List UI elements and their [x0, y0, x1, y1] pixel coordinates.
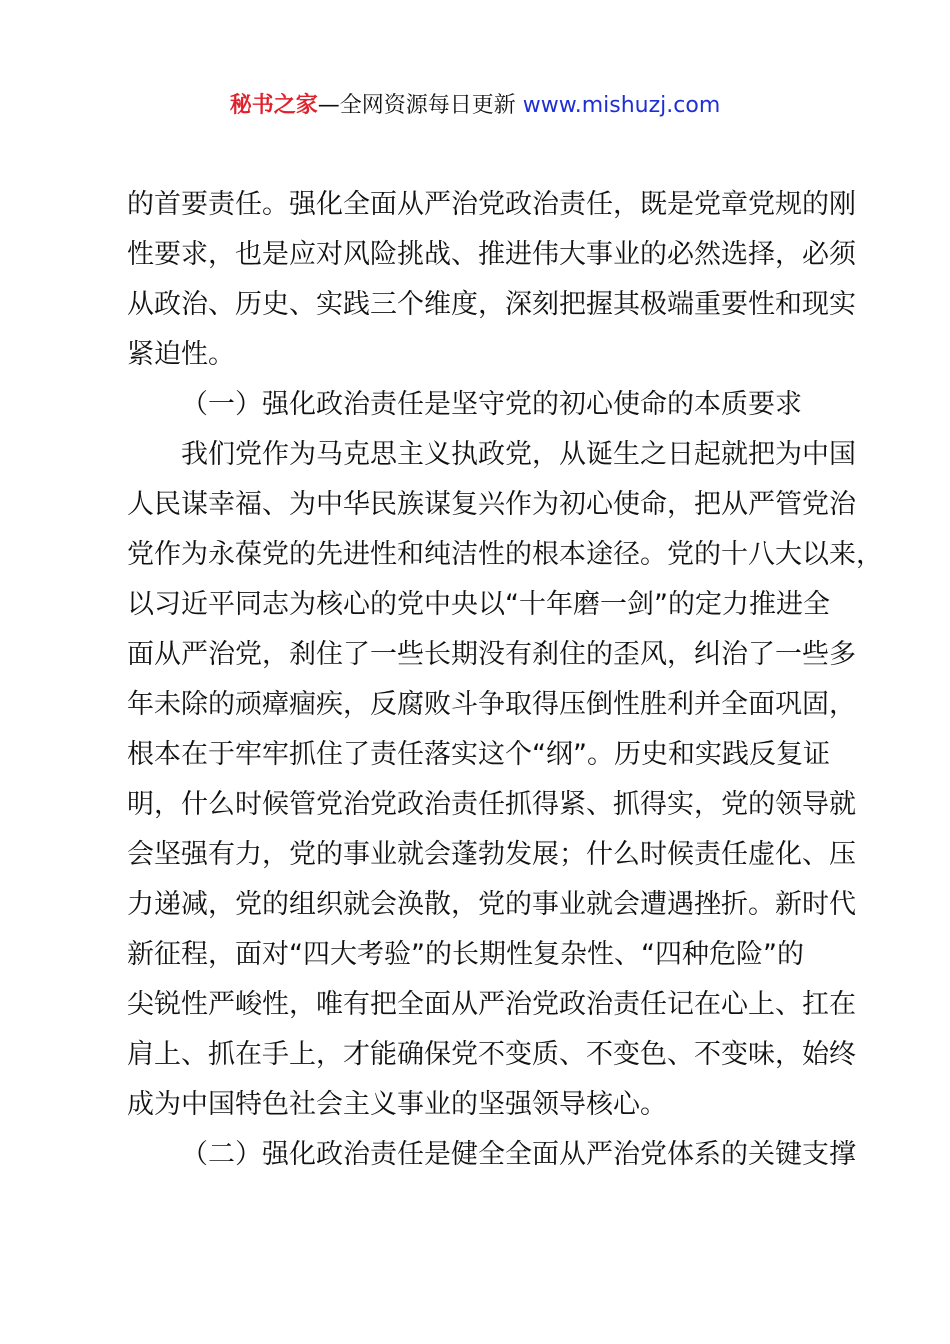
body-line: 我们党作为马克思主义执政党，从诞生之日起就把为中国 — [181, 439, 856, 470]
body-line: 紧迫性。 — [127, 339, 235, 370]
document-body — [127, 180, 883, 1180]
header-brand: 秘书之家 — [229, 93, 318, 118]
body-line: 人民谋幸福、为中华民族谋复兴作为初心使命，把从严管党治 — [127, 489, 856, 520]
header-url-link[interactable]: www.mishuzj.com — [522, 93, 721, 118]
body-line: 性要求，也是应对风险挑战、推进伟大事业的必然选择，必须 — [127, 239, 856, 270]
body-line: 成为中国特色社会主义事业的坚强领导核心。 — [127, 1089, 667, 1120]
body-line: 从政治、历史、实践三个维度，深刻把握其极端重要性和现实 — [127, 289, 856, 320]
body-line: 力递减，党的组织就会涣散，党的事业就会遭遇挫折。新时代 — [127, 889, 856, 920]
section-heading-2: （二）强化政治责任是健全全面从严治党体系的关键支撑 — [181, 1139, 856, 1170]
body-line: 年未除的顽瘴痼疾，反腐败斗争取得压倒性胜利并全面巩固， — [127, 689, 856, 720]
body-line: 会坚强有力，党的事业就会蓬勃发展；什么时候责任虚化、压 — [127, 839, 856, 870]
body-line: 肩上、抓在手上，才能确保党不变质、不变色、不变味，始终 — [127, 1039, 856, 1070]
body-line: 面从严治党，刹住了一些长期没有刹住的歪风，纠治了一些多 — [127, 639, 856, 670]
body-line: 根本在于牢牢抓住了责任落实这个“纲”。历史和实践反复证 — [127, 739, 830, 770]
body-line: 尖锐性严峻性，唯有把全面从严治党政治责任记在心上、扛在 — [127, 989, 856, 1020]
header-slogan: —全网资源每日更新 — [317, 93, 523, 118]
body-line: 的首要责任。强化全面从严治党政治责任，既是党章党规的刚 — [127, 189, 856, 220]
page-header — [0, 88, 950, 124]
body-line: 以习近平同志为核心的党中央以“十年磨一剑”的定力推进全 — [127, 589, 830, 620]
body-line: 党作为永葆党的先进性和纯洁性的根本途径。党的十八大以来， — [127, 539, 883, 570]
body-line: 明，什么时候管党治党政治责任抓得紧、抓得实，党的领导就 — [127, 789, 856, 820]
section-heading-1: （一）强化政治责任是坚守党的初心使命的本质要求 — [181, 389, 802, 420]
body-line: 新征程，面对“四大考验”的长期性复杂性、“四种危险”的 — [127, 939, 804, 970]
